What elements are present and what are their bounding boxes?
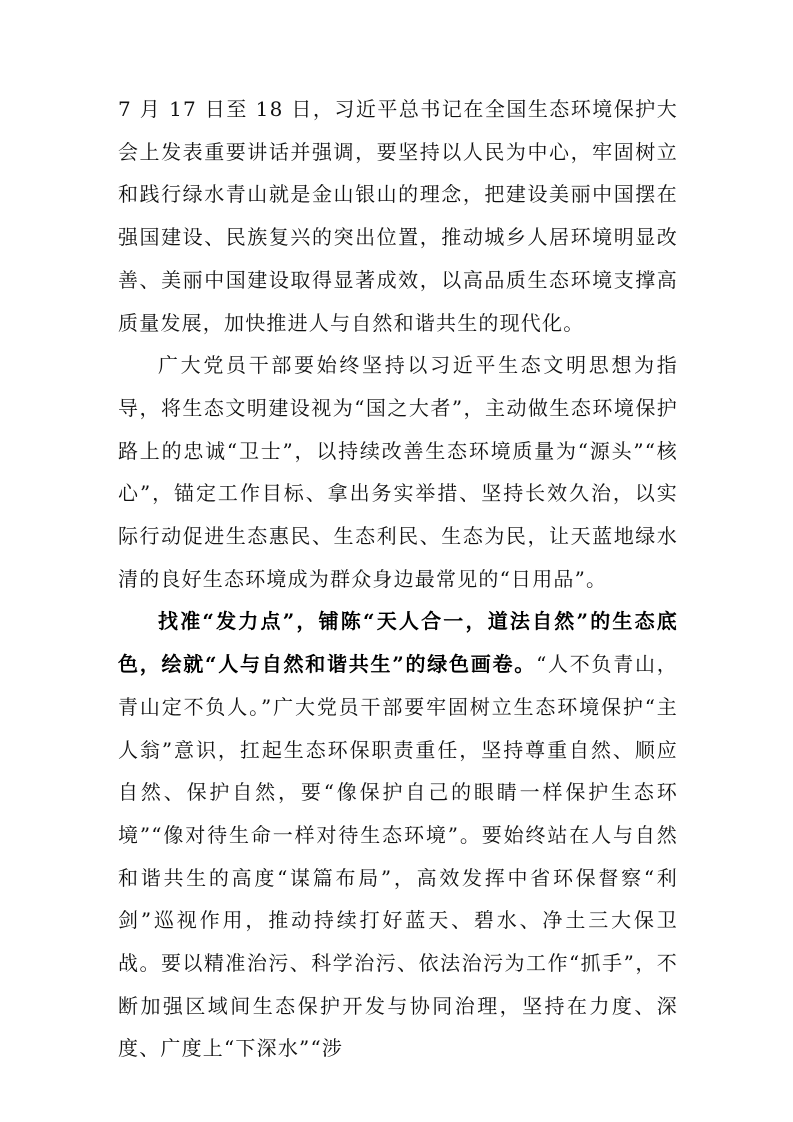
paragraph-1	[118, 88, 678, 344]
paragraph-2	[118, 344, 678, 600]
document-body	[118, 88, 678, 1070]
paragraph-3	[118, 600, 678, 1070]
paragraph-1-text: 7 月 17 日至 18 日，习近平总书记在全国生态环境保护大会上发表重要讲话并强调，要坚持以人民为中心，牢固树立和践行绿水青山就是金山银山的理念，把建设美丽中国摆在强国建设、民族复兴的突出位置，推动城乡人居环境明显改善、美丽中国建设取得显著成效，以高品质生态环境支撑高质量发展，加快推进人与自然和谐共生的现代化。	[118, 97, 678, 335]
paragraph-3-heading: 找准“发力点”，铺陈“天人合一，道法自然”的生态底色，绘就“人与自然和谐共生”的绿色画卷。	[118, 609, 678, 677]
paragraph-3-text: “人不负青山，青山定不负人。”广大党员干部要牢固树立生态环境保护“主人翁”意识，扛起生态环保职责重任，坚持尊重自然、顺应自然、保护自然，要“像保护自己的眼睛一样保护生态环境”“像对待生命一样对待生态环境”。要始终站在人与自然和谐共生的高度“谋篇布局”，高效发挥中省环保督察“利剑”巡视作用，推动持续打好蓝天、碧水、净土三大保卫战。要以精准治污、科学治污、依法治污为工作“抓手”，不断加强区域间生态保护开发与协同治理，坚持在力度、深度、广度上“下深水”“涉	[118, 652, 679, 1061]
paragraph-2-text: 广大党员干部要始终坚持以习近平生态文明思想为指导，将生态文明建设视为“国之大者”，主动做生态环境保护路上的忠诚“卫士”，以持续改善生态环境质量为“源头”“核心”，锚定工作目标、拿出务实举措、坚持长效久治，以实际行动促进生态惠民、生态利民、生态为民，让天蓝地绿水清的良好生态环境成为群众身边最常见的“日用品”。	[118, 353, 678, 591]
